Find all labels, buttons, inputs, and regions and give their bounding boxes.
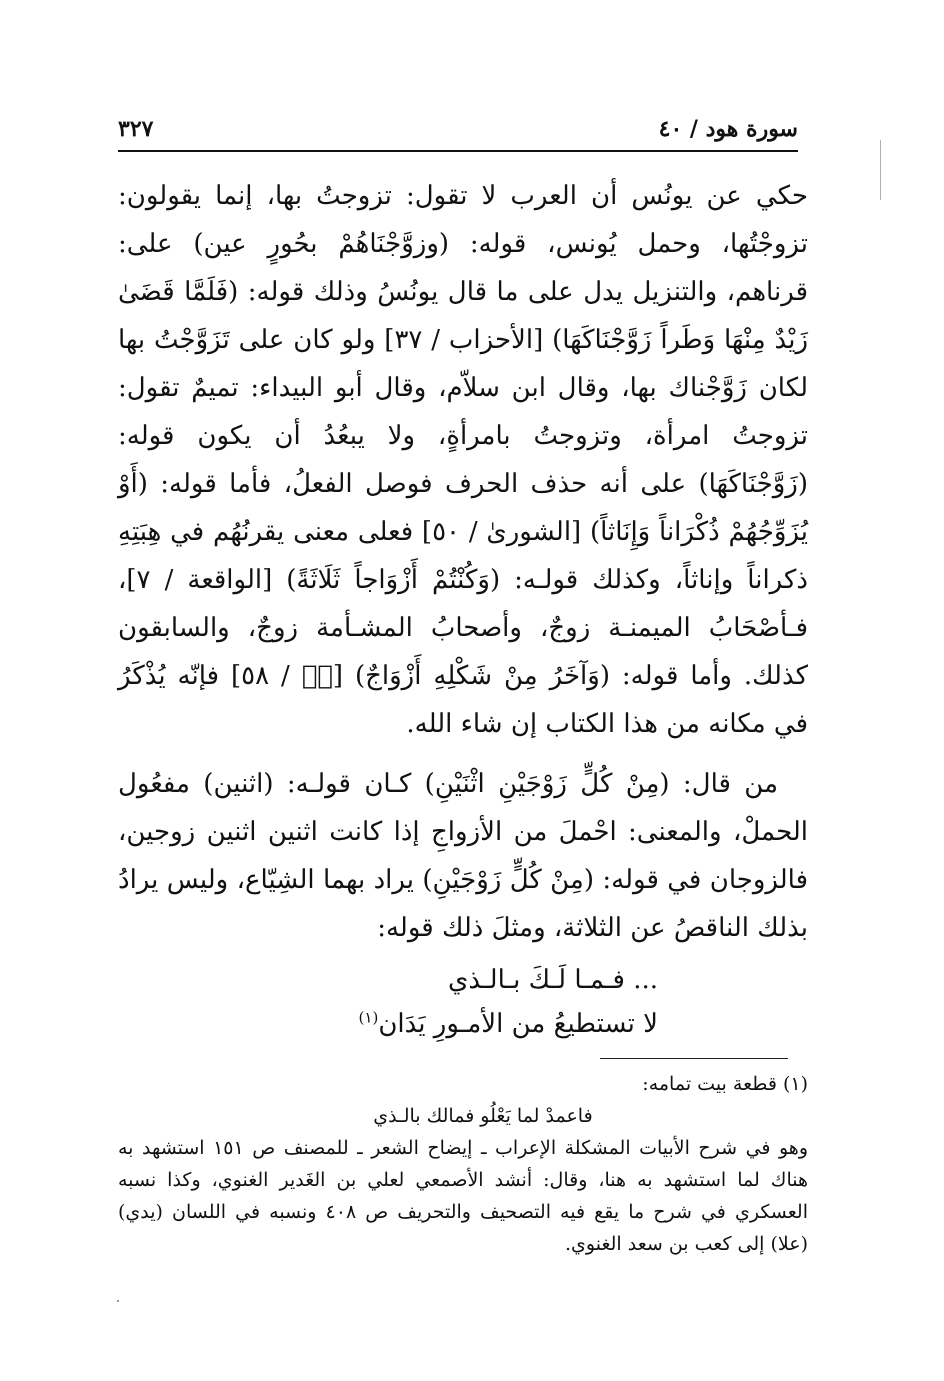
verse-second-hemistich bbox=[118, 1002, 808, 1046]
paragraph-1: حكي عن يونُس أن العرب لا تقول: تزوجتُ بها، إنما يقولون: تزوجْتُها، وحمل يُونس، قوله: (وزوَّجْنَاهُمْ بحُورٍ عين) على: قرناهم، والتنزيل يدل على ما قال يونُسُ وذلك قوله: (فَلَمَّا قَضَىٰ زَيْدٌ مِنْهَا وَطَراً زَوَّجْنَاكَهَا) [الأحزاب / ٣٧] ولو كان على تَزَوَّجْتُ بها لكان زَوَّجْناك بها، وقال ابن سلاّم، وقال أبو البيداء: تميمٌ تقول: تزوجتُ امرأة، وتزوجتُ بامرأةٍ، ولا يبعُدُ أن يكون قوله: (زَوَّجْنَاكَهَا) على أنه حذف الحرف فوصل الفعلُ، فأما قوله: (أَوْ يُزَوِّجُهُمْ ذُكْرَاناً وَإِنَاثاً) [الشورىٰ / ٥٠] فعلى معنى يقرنُهُم في هِبَتِهِ ذكراناً وإناثاً، وكذلك قولـه: (وَكُنْتُمْ أَزْوَاجاً ثَلَاثَةً) [الواقعة / ٧]، فـأصْحَابُ الميمنـة زوجٌ، وأصحابُ المشـأمة زوجٌ، والسابقون كذلك. وأما قوله: (وَآخَرُ مِنْ شَكْلِهِ أَزْوَاجٌ) [صۤ / ٥٨] فإنّه يُذْكَرُ في مكانه من هذا الكتاب إن شاء الله. bbox=[118, 181, 809, 739]
footnote-verse: فاعمدْ لما يَعْلُو فمالك بالـذي bbox=[373, 1105, 593, 1127]
footnote-line-1: (١) قطعة بيت تمامه: bbox=[642, 1073, 808, 1095]
poetry-verse bbox=[118, 958, 808, 1046]
footnote-line-3: وهو في شرح الأبيات المشكلة الإعراب ـ إيضاح الشعر ـ للمصنف ص ١٥١ استشهد به هناك لما استشهد به هنا، وقال: أنشد الأصمعي لعلي بن الغَدير الغنوي، وكذا نسبه العسكري في شرح ما يقع فيه التصحيف والتحريف ص ٤٠٨ ونسبه في اللسان (يدي) (علا) إلى كعب بن سعد الغنوي. bbox=[118, 1137, 809, 1255]
margin-mark bbox=[880, 140, 881, 200]
running-header bbox=[118, 96, 798, 152]
verse-second-hemistich-text: لا تستطيعُ من الأمـورِ يَدَان bbox=[378, 1009, 658, 1039]
verse-first-hemistich: ... فـمـا لَـكَ بـالـذي bbox=[448, 965, 658, 995]
scan-speck bbox=[117, 1300, 119, 1302]
paragraph-2: من قال: (مِنْ كُلٍّ زَوْجَيْنِ اثْنَيْنِ) كـان قولـه: (اثنين) مفعُول الحملْ، والمعنى: احْملَ من الأزواجِ إذا كانت اثنين اثنين زوجين، فالزوجان في قوله: (مِنْ كُلٍّ زَوْجَيْنِ) يراد بهما الشِيّاع، وليس يرادُ بذلك الناقصُ عن الثلاثة، ومثلَ ذلك قوله: bbox=[118, 769, 808, 943]
main-text bbox=[118, 172, 808, 1046]
page-number: ٣٢٧ bbox=[118, 116, 154, 142]
footnote-reference: (١) bbox=[358, 1008, 379, 1027]
footnotes bbox=[118, 1068, 808, 1260]
surah-title: سورة هود / ٤٠ bbox=[658, 116, 798, 142]
footnote-separator bbox=[600, 1058, 788, 1059]
